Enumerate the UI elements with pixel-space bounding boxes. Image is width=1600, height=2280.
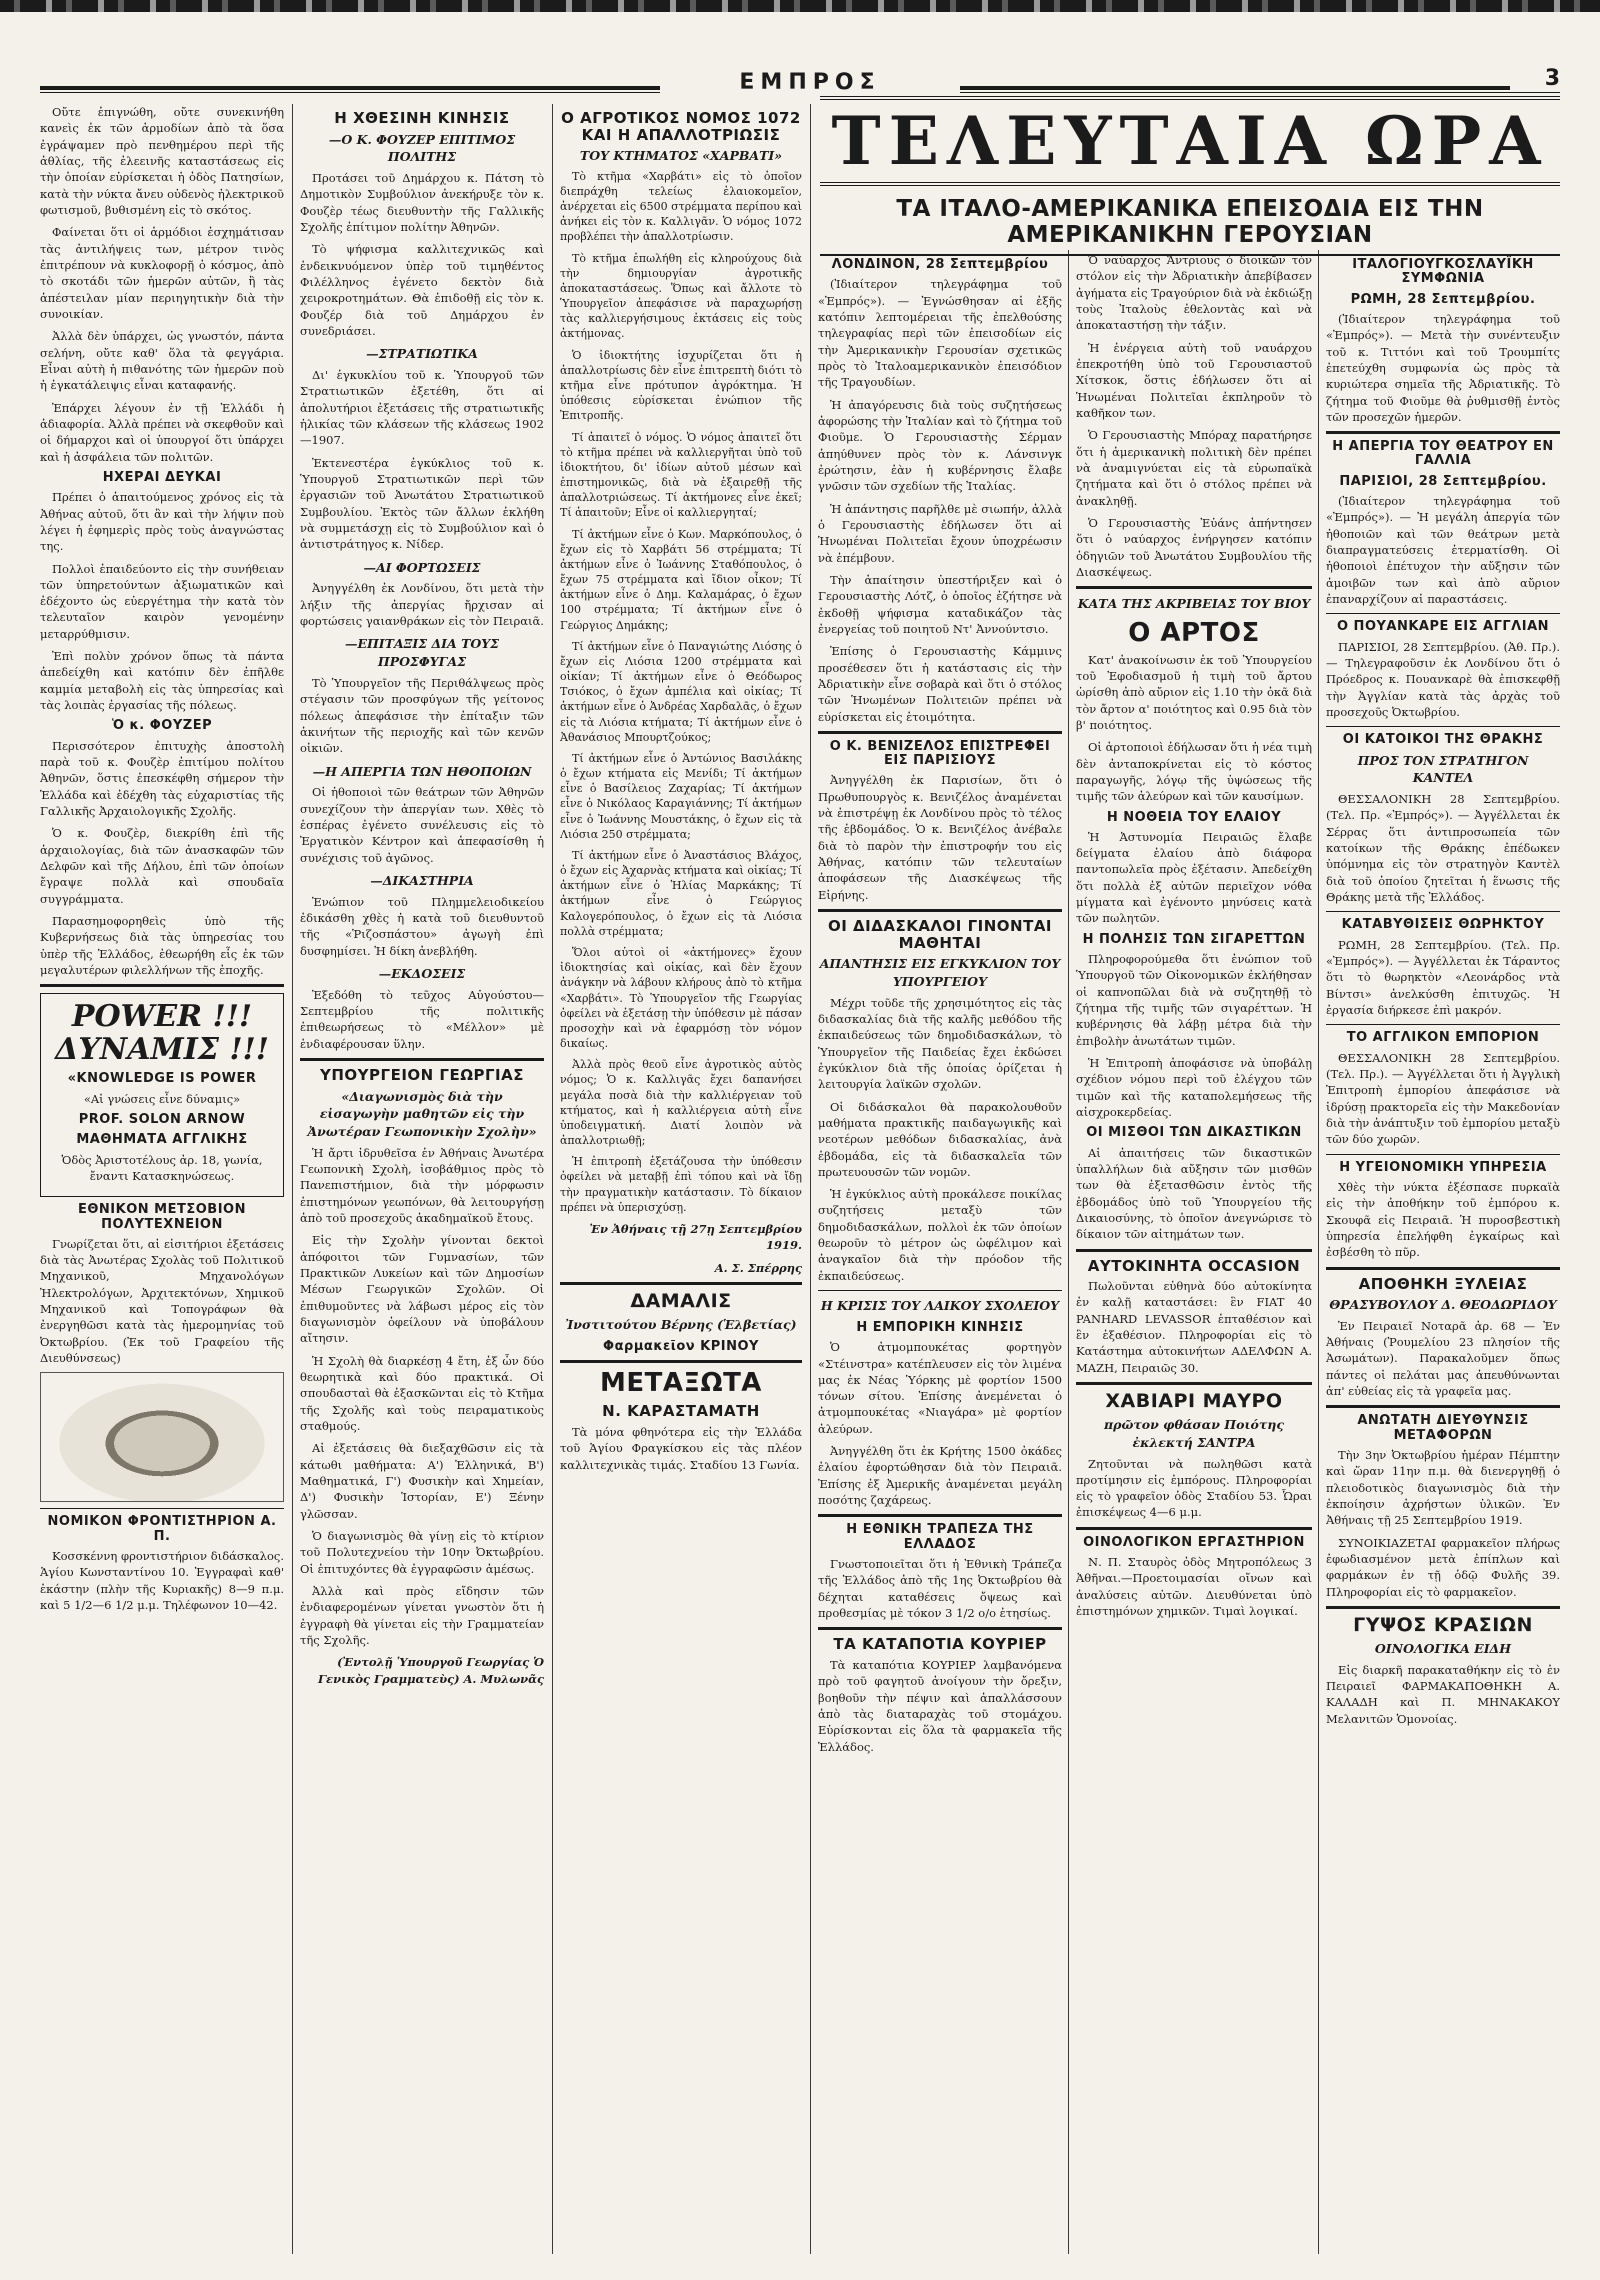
article-paragraph: Ἡ ἐνέργεια αὐτὴ τοῦ ναυάρχου ἐπεκροτήθη ὑπὸ τοῦ Γερουσιαστοῦ Χίτσκοκ, ὅστις ἐδήλωσεν ὅτι αἱ Ἡνωμέναι Πολιτεῖαι ἐκπληροῦν τὸ καθῆκον των.	[1076, 340, 1312, 420]
sub-heading: —ΑΙ ΦΟΡΤΩΣΕΙΣ	[363, 559, 481, 575]
sub-heading: —Η ΑΠΕΡΓΙΑ ΤΩΝ ΗΘΟΠΟΙΩΝ	[312, 763, 532, 779]
section-heading: ΟΙ ΜΙΣΘΟΙ ΤΩΝ ΔΙΚΑΣΤΙΚΩΝ	[1086, 1125, 1302, 1141]
article-paragraph: Ἀνηγγέλθη ὅτι ἐκ Κρήτης 1500 ὀκάδες ἐλαίου ἐφορτώθησαν διὰ τὸν Πειραιᾶ. Ἐπίσης ἐξ Ἀμερικῆς ἀναμένεται μεγάλη ποσότης ζαχάρεως.	[818, 1444, 1062, 1508]
column-divider	[292, 104, 293, 2254]
article-paragraph: Ἡ ἐγκύκλιος αὐτὴ προκάλεσε ποικίλας συζητήσεις μεταξὺ τῶν δημοδιδασκάλων, πολλοὶ ἐκ τῶν ὁποίων θεωροῦν τὸ μέτρον ὡς ὠφέλιμον καὶ ἀναγκαῖον διὰ τὴν πρόοδον τῆς ἐκπαιδεύσεως.	[818, 1187, 1062, 1283]
article-paragraph: Ἐνώπιον τοῦ Πλημμελειοδικείου ἐδικάσθη χθὲς ἡ κατὰ τοῦ διευθυντοῦ τῆς «Ῥιζοσπάστου» ἀγωγὴ ἐπὶ δυσφημίσει. Ἡ δίκη ἀνεβλήθη.	[300, 894, 544, 958]
ad-text: Τὴν 3ην Ὀκτωβρίου ἡμέραν Πέμπτην καὶ ὥραν 11ην π.μ. θὰ διενεργηθῇ ὁ πλειοδοτικὸς διαγωνισμὸς διὰ τὴν ἐκποίησιν ἀχρήστων ὑλικῶν. Ἐν Ἀθήναις τῇ 25 Σεπτεμβρίου 1919.	[1326, 1448, 1560, 1528]
divider	[1326, 613, 1560, 614]
ad-headline: ΑΠΟΘΗΚΗ ΞΥΛΕΙΑΣ	[1358, 1274, 1528, 1293]
article-paragraph: Οἱ διδάσκαλοι θὰ παρακολουθοῦν μαθήματα πρακτικῆς παιδαγωγικῆς καὶ νεοτέρων μεθόδων διδασκαλίας, ἀνὰ ἑβδομάδα, εἰς τὰ διδασκαλεῖα τῶν πρωτευουσῶν τῶν νομῶν.	[818, 1099, 1062, 1179]
ad-headline: ΑΥΤΟΚΙΝΗΤΑ OCCASION	[1087, 1256, 1301, 1275]
article-paragraph: Οἱ ἀρτοποιοὶ ἐδήλωσαν ὅτι ἡ νέα τιμὴ δὲν ἀνταποκρίνεται εἰς τὸ κόστος παραγωγῆς, λόγῳ τῆς ὑψώσεως τῆς τιμῆς τῶν ἀλεύρων καὶ τῶν καυσίμων.	[1076, 740, 1312, 804]
article-paragraph: ΘΕΣΣΑΛΟΝΙΚΗ 28 Σεπτεμβρίου. (Τελ. Πρ. «Ἐμπρός»). — Ἀγγέλλεται ἐκ Σέρρας ὅτι ἀντιπροσωπεία τῶν κατοίκων τῆς Θράκης ἐπέδωκεν ὑπόμνημα εἰς τὸν στρατηγὸν Καντὲλ διὰ τοῦ ὁποίου ζητεῖται ἡ ἕνωσις τῆς Θράκης μετὰ τῆς Ἑλλάδος.	[1326, 792, 1560, 905]
divider	[1076, 1527, 1312, 1530]
article-paragraph: Χθὲς τὴν νύκτα ἐξέσπασε πυρκαϊὰ εἰς τὴν ἀποθήκην τοῦ ἐμπόρου κ. Σκουφᾶ εἰς Πειραιᾶ. Ἡ πυροσβεστικὴ ὑπηρεσία ἐπελήφθη ἐγκαίρως καὶ ἐσβέσθη τὸ πῦρ.	[1326, 1179, 1560, 1260]
article-signature: Α. Σ. Σπέρρης	[714, 1260, 802, 1275]
ad-headline: ΟΙΝΟΛΟΓΙΚΟΝ ΕΡΓΑΣΤΗΡΙΟΝ	[1083, 1534, 1305, 1550]
section-heading: ΚΑΤΑΒΥΘΙΣΕΙΣ ΘΩΡΗΚΤΟΥ	[1341, 917, 1545, 933]
article-paragraph: Ἡ ἐπιτροπὴ ἐξετάζουσα τὴν ὑπόθεσιν ὀφείλει νὰ μεταβῇ ἐπὶ τόπου καὶ νὰ ἴδῃ τὴν πραγματικὴν κατάστασιν. Τὸ δίκαιον πρέπει νὰ ὑπερισχύσῃ.	[560, 1155, 802, 1214]
section-heading: ΗΧΕΡΑΙ ΔΕΥΚΑΙ	[102, 469, 222, 485]
divider	[40, 984, 284, 987]
sub-heading: —ΕΠΙΤΑΞΙΣ ΔΙΑ ΤΟΥΣ ΠΡΟΣΦΥΓΑΣ	[344, 636, 500, 670]
article-paragraph: Δι' ἐγκυκλίου τοῦ κ. Ὑπουργοῦ τῶν Στρατιωτικῶν ἐξετέθη, ὅτι αἱ ἀπολυτήριοι ἐξετάσεις τῆς στρατιωτικῆς ἡλικίας τῶν κλάσεων τῆς κλάσεως 1902—1907.	[300, 368, 544, 448]
article-paragraph: Ἀλλὰ δὲν ὑπάρχει, ὡς γνωστόν, πάντα σελήνη, οὔτε καθ' ὅλα τὰ φεγγάρια. Εἶναι αὐτὴ ἡ πιθανότης τῶν ἡμερῶν ποὺ ἡ ἐγκατάλειψις εἶναι καταφανής.	[40, 329, 284, 393]
article-paragraph: ΠΑΡΙΣΙΟΙ, 28 Σεπτεμβρίου. (Ἀθ. Πρ.). — Τηλεγραφοῦσιν ἐκ Λονδίνου ὅτι ὁ Πρόεδρος κ. Πουανκαρὲ θὰ ἐπισκεφθῇ τὴν Ἀγγλίαν κατὰ τὰς ἀρχὰς τοῦ προσεχοῦς Ὀκτωβρίου.	[1326, 639, 1560, 719]
article-paragraph: Ἡ ἄρτι ἱδρυθεῖσα ἐν Ἀθήναις Ἀνωτέρα Γεωπονικὴ Σχολὴ, ἱσοβάθμιος πρὸς τὸ Πανεπιστήμιον, διὰ τὴν μόρφωσιν ἐπιστημόνων γεωπόνων, θὰ λειτουργήσῃ ἀπὸ τοῦ προσεχοῦς ἀκαδημαϊκοῦ ἔτους.	[300, 1145, 544, 1226]
divider	[1326, 431, 1560, 434]
article-paragraph: Προτάσει τοῦ Δημάρχου κ. Πάτση τὸ Δημοτικὸν Συμβούλιον ἀνεκήρυξε τὸν κ. Φουζὲρ τέως διευθυντὴν τῆς Γαλλικῆς Σχολῆς ἐπίτιμον πολίτην Ἀθηνῶν.	[300, 171, 544, 234]
divider	[1076, 586, 1312, 589]
article-paragraph: Κοσσκέννη φροντιστήριον διδάσκαλος. Ἁγίου Κωνσταντίνου 10. Ἐγγραφαὶ καθ' ἑκάστην (πλὴν τῆς Κυριακῆς) 8—9 π.μ. καὶ 5 1/2—6 1/2 μ.μ. Τηλέφωνον 10—42.	[40, 1549, 284, 1613]
section-heading: Η ΕΜΠΟΡΙΚΗ ΚΙΝΗΣΙΣ	[856, 1319, 1024, 1335]
article-paragraph: Ἡ Σχολὴ θὰ διαρκέσῃ 4 ἔτη, ἐξ ὧν δύο θεωρητικὰ καὶ δύο πρακτικά. Οἱ σπουδασταὶ θὰ ἐξασκῶνται εἰς τὸ Κτῆμα τῆς Σχολῆς καὶ τοὺς πειραματικοὺς σταθμούς.	[300, 1353, 544, 1434]
section-heading: ΙΤΑΛΟΓΙΟΥΓΚΟΣΛΑΥΪΚΗ ΣΥΜΦΩΝΙΑ	[1352, 257, 1534, 287]
article-paragraph: Τί ἀκτήμων εἶνε ὁ Ἀντώνιος Βασιλάκης ὁ ἔχων κτήματα εἰς Μενίδι; Τί ἀκτήμων εἶνε ὁ Βασίλειος Ζαχαρίας; Τί ἀκτήμων εἶνε ὁ Νικόλαος Καραγιάννης; Τί ἀκτήμων εἶνε ὁ Ἰωάννης Μουστάκης, ὁ ἔχων εἰς τὰ Λιόσια 250 στρέμματα;	[560, 751, 802, 841]
ad-name: PROF. SOLON ARNOW	[78, 1111, 246, 1127]
article-paragraph: Ὁ Γερουσιαστὴς Ἐὐάνς ἀπήντησεν ὅτι ὁ ναύαρχος ἐνήργησεν κατόπιν ὁδηγιῶν τοῦ Ἀνωτάτου Συμβουλίου τῆς Διασκέψεως.	[1076, 515, 1312, 579]
ad-headline: ΤΑ ΚΑΤΑΠΟΤΙΑ ΚΟΥΡΙΕΡ	[833, 1635, 1047, 1654]
article-paragraph: Τί ἀκτήμων εἶνε ὁ Παναγιώτης Λιόσης ὁ ἔχων εἰς Λιόσια 1200 στρέμματα καὶ οἰκίαν; Τί ἀκτήμων εἶνε ὁ Θεόδωρος Τσιόκος, ὁ ἔχων ἀμπέλια καὶ οἰκίας; Τί ἀκτήμων εἶνε ὁ Ἀνδρέας Χαρδαλᾶς, ὁ ἔχων εἰς τὰ Λιόσια κτήματα; Τί ἀκτήμων εἶνε ὁ Ἀθανάσιος Μπουρτζούκος;	[560, 639, 802, 744]
article-paragraph: Αἱ ἐξετάσεις θὰ διεξαχθῶσιν εἰς τὰ κάτωθι μαθήματα: Α') Ἑλληνικά, Β') Μαθηματικά, Γ') Φυσικὴν καὶ Χημείαν, Δ') Φυσικὴν Ἱστορίαν, Ε') Ξένην γλῶσσαν.	[300, 1441, 544, 1521]
section-heading: Η ΑΠΕΡΓΙΑ ΤΟΥ ΘΕΑΤΡΟΥ ΕΝ ΓΑΛΛΙΑ	[1332, 439, 1554, 469]
dateline: ΡΩΜΗ, 28 Σεπτεμβρίου.	[1350, 291, 1536, 307]
article-paragraph: ΘΕΣΣΑΛΟΝΙΚΗ 28 Σεπτεμβρίου. (Τελ. Πρ.). — Ἀγγέλλεται ὅτι ἡ Ἀγγλικὴ Ἐπιτροπὴ ἐμπορίου ἀπεφάσισε νὰ ἱδρύσῃ πρακτορεῖα εἰς τὴν Μακεδονίαν διὰ τὴν ἀνάπτυξιν τοῦ ἐμπορίου μεταξὺ τῶν δύο χωρῶν.	[1326, 1050, 1560, 1147]
ad-headline: ΑΝΩΤΑΤΗ ΔΙΕΥΘΥΝΣΙΣ ΜΕΤΑΦΟΡΩΝ	[1357, 1413, 1529, 1443]
article-paragraph: Ἀνηγγέλθη ἐκ Λονδίνου, ὅτι μετὰ τὴν λήξιν τῆς ἀπεργίας ἤρχισαν αἱ φορτώσεις γαιανθράκων εἰς τὸν Πειραιᾶ.	[300, 581, 544, 629]
ad-headline: ΧΑΒΙΑΡΙ ΜΑΥΡΟ	[1105, 1390, 1283, 1413]
column-divider	[552, 104, 553, 2254]
article-paragraph: Ὁ κ. Φουζὲρ, διεκρίθη ἐπὶ τῆς ἀρχαιολογίας, διὰ τῶν ἀνασκαφῶν τῶν Δελφῶν καὶ τῆς Δήλου, ἐπὶ τῶν ὁποίων ἔγραψε πολλὰ καὶ σπουδαῖα συγγράμματα.	[40, 826, 284, 906]
divider	[560, 1282, 802, 1285]
ad-subline: πρῶτον φθάσαν Ποιότης ἐκλεκτή ΣΑΝΤΡΑ	[1104, 1417, 1284, 1450]
article-paragraph: Ἀλλὰ καὶ πρὸς εἴδησιν τῶν ἐνδιαφερομένων γίνεται γνωστὸν ὅτι ἡ ἐγγραφὴ θὰ γίνεται εἰς τὴν Γραμματείαν τῆς Σχολῆς.	[300, 1583, 544, 1647]
article-paragraph: (Ἰδιαίτερον τηλεγράφημα τοῦ «Ἐμπρός»). — Ἐγνώσθησαν αἱ ἐξῆς κατόπιν λεπτομέρειαι τῆς ἐπελθούσης τηλεγραφίας περὶ τῶν ἐπεισοδίων εἰς τὴν Ἀμερικανικὴν Γερουσίαν σχετικῶς πρὸς τὸ Ἰταλοαμερικανικὸν ἐπεισόδιον τῆς Τραγουδίων.	[818, 277, 1062, 390]
article-paragraph: (Ἰδιαίτερον τηλεγράφημα τοῦ «Ἐμπρός»). — Μετὰ τὴν συνέντευξιν τοῦ κ. Τιττόνι καὶ τοῦ Τρουμπίτς ἐπετεύχθη συμφωνία ὡς πρὸς τὰ κυριώτερα σημεῖα τῆς Ἀδριατικῆς. Τὸ ζήτημα τοῦ Φιοῦμε θὰ ῥυθμισθῇ ἐντὸς τῶν προσεχῶν ἡμερῶν.	[1326, 311, 1560, 424]
masthead-title: ΕΜΠΡΟΣ	[660, 70, 960, 95]
article-paragraph: Τὸ κτῆμα «Χαρβάτι» εἰς τὸ ὁποῖον διεπράχθη τελείως ἐλαιοκομεῖον, ἀνέρχεται εἰς 6500 στρέμματα περίπου καὶ ἀνήκει εἰς τὸν κ. Καλλιγᾶν. Ὁ νόμος 1072 προβλέπει τὴν ἀπαλλοτρίωσιν.	[560, 169, 802, 244]
sub-heading: Η ΚΡΙΣΙΣ ΤΟΥ ΛΑΙΚΟΥ ΣΧΟΛΕΙΟΥ	[820, 1298, 1060, 1314]
ad-text: Ἐν Πειραιεῖ Νοταρᾶ ἀρ. 68 — Ἐν Ἀθήναις (Ῥουμελίου 23 πλησίον τῆς Ἀσωμάτων). Παρακαλοῦμεν ὅπως πάντες οἱ πελάται μας ἀπευθύνωνται ἀπ' εὐθείας εἰς τὰ γραφεῖα μας.	[1326, 1318, 1560, 1399]
sub-heading: —ΕΚΔΟΣΕΙΣ	[378, 965, 466, 981]
article-paragraph: Ἐπάρχει λέγουν ἐν τῇ Ἑλλάδι ἡ ἀδιαφορία. Ἀλλὰ πρέπει νὰ σκεφθοῦν καὶ οἱ δήμαρχοι καὶ οἱ ὑπουργοί ὅτι ὑπάρχει καὶ ἡ ἀσφάλεια τῶν πολιτῶν.	[40, 400, 284, 464]
ad-address: Ὁδὸς Ἀριστοτέλους ἀρ. 18, γωνία, ἔναντι Κατασκηνώσεως.	[61, 1152, 263, 1183]
divider	[818, 731, 1062, 734]
sub-heading: —Ο Κ. ΦΟΥΖΕΡ ΕΠΙΤΙΜΟΣ ΠΟΛΙΤΗΣ	[328, 131, 516, 165]
section-heading: Η ΧΘΕΣΙΝΗ ΚΙΝΗΣΙΣ	[334, 109, 510, 127]
article-paragraph: Γνωστοποιεῖται ὅτι ἡ Ἐθνικὴ Τράπεζα τῆς Ἑλλάδος ἀπὸ τῆς 1ης Ὀκτωβρίου θὰ δέχηται καταθέσεις ὄψεως καὶ προθεσμίας μὲ τόκον 3 1/2 ο/ο ἐτησίως.	[818, 1557, 1062, 1621]
article-paragraph: Ἐκτενεστέρα ἐγκύκλιος τοῦ κ. Ὑπουργοῦ Στρατιωτικῶν περὶ τῶν ἐργασιῶν τοῦ Ἀνωτάτου Στρατιωτικοῦ Συμβουλίου. Ἐκτὸς τῶν ἄλλων ἐκλήθη νὰ συμμετάσχῃ εἰς τὸ Συμβούλιον καὶ ὁ ἀντιστράτηγος κ. Νίδερ.	[300, 455, 544, 552]
section-heading: ΥΠΟΥΡΓΕΙΟΝ ΓΕΩΡΓΙΑΣ	[320, 1066, 524, 1085]
article-paragraph: Ἡ Ἀστυνομία Πειραιῶς ἔλαβε δείγματα ἐλαίου ἀπὸ διάφορα παντοπωλεῖα πρὸς ἐξέτασιν. Ἀπεδείχθη ὅτι πολλὰ ἐξ αὐτῶν περιεῖχον νόθα μίγματα καὶ ἐγένοντο μηνύσεις κατὰ τῶν πωλητῶν.	[1076, 829, 1312, 926]
column-1	[40, 104, 284, 2264]
section-heading: ΟΙ ΚΑΤΟΙΚΟΙ ΤΗΣ ΘΡΑΚΗΣ	[1342, 732, 1544, 748]
divider	[1326, 1024, 1560, 1025]
section-heading: Η ΥΓΕΙΟΝΟΜΙΚΗ ΥΠΗΡΕΣΙΑ	[1339, 1159, 1547, 1175]
page-number: 3	[1510, 66, 1560, 91]
article-paragraph: Ἡ ἀπαγόρευσις διὰ τοὺς συζητήσεως ἀφορώσης τὴν Ἰταλίαν καὶ τὸ ζήτημα τοῦ Φιοῦμε. Ὁ Γερουσιαστὴς Σέρμαν ἀπηύθυνεν πρὸς τὸν κ. Λάνσινγκ ἐρώτησιν, ἐὰν ἡ κυβέρνησις ἔλαβε γνῶσιν τῶν σχεδίων τῆς Ἰταλίας.	[818, 397, 1062, 494]
article-paragraph: Φαίνεται ὅτι οἱ ἁρμόδιοι ἐσχημάτισαν τὰς ἀντιλήψεις των, μέτρον τινὸς ἐπιτρέπουν νὰ κυκλοφορῇ ὁ κόσμος, ἀπὸ τὸ σκοτάδι τῶν ἡμερῶν αὐτῶν, ἢ τὰς ἀπέστειλαν μίαν περιηγητικὴν διὰ τὴν συνοικίαν.	[40, 225, 284, 321]
column-divider	[810, 104, 811, 2254]
article-paragraph: Μέχρι τοῦδε τῆς χρησιμότητος εἰς τὰς διδασκαλίας διὰ τῆς καλῆς μεθόδου τῆς ἐκπαιδεύσεως τῶν δημοδιδασκάλων, τὸ Ὑπουργεῖον τῆς Παιδείας ἔχει ἐκδώσει ἐγκύκλιον διὰ τῆς ὁποίας ὁρίζεται ἡ λειτουργία λαϊκῶν σχολῶν.	[818, 995, 1062, 1092]
article-paragraph: Κατ' ἀνακοίνωσιν ἐκ τοῦ Ὑπουργείου τοῦ Ἐφοδιασμοῦ ἡ τιμὴ τοῦ ἄρτου ὡρίσθη ἀπὸ αὔριον εἰς 1.10 τὴν ὀκᾶ διὰ τὸν ἄρτον α' ποιότητος καὶ 0.95 διὰ τὸν β' ποιότητος.	[1076, 652, 1312, 732]
article-paragraph: Τί ἀκτήμων εἶνε ὁ Κων. Μαρκόπουλος, ὁ ἔχων εἰς τὸ Χαρβάτι 56 στρέμματα; Τί ἀκτήμων εἶνε ὁ Ἰωάννης Σταθόπουλος, ὁ ἔχων 75 στρέμματα καὶ ἴδιον οἶκον; Τί ἀκτήμων εἶνε ὁ Δημ. Καλαμάρας, ὁ ἔχων 100 στρέμματα; Τί ἀκτήμων εἶνε ὁ Γεώργιος Δημάκης;	[560, 527, 802, 632]
sub-heading: ΤΟΥ ΚΤΗΜΑΤΟΣ «ΧΑΡΒΑΤΙ»	[579, 148, 783, 163]
article-paragraph: Παρασημοφορηθεὶς ὑπὸ τῆς Κυβερνήσεως διὰ τὰς ὑπηρεσίας του ὑπὲρ τῆς Ἑλλάδος, ἐθεωρήθη εἷς ἐκ τῶν μεγαλυτέρων φιλελλήνων τῆς ἐποχῆς.	[40, 914, 284, 978]
article-paragraph: Ἐπὶ πολὺν χρόνον ὅπως τὰ πάντα ἀπεδείχθη καὶ κατόπιν δὲν ἐπῆλθε καμμία μεταβολὴ εἰς τὰς ὑπηρεσίας καὶ τὰς λοιπὰς ἐργασίας τῆς πόλεως.	[40, 649, 284, 713]
ad-text: Τὰ καταπότια ΚΟΥΡΙΕΡ λαμβανόμενα πρὸ τοῦ φαγητοῦ ἀνοίγουν τὴν ὄρεξιν, βοηθοῦν τὴν πέψιν καὶ ἀπαλλάσσουν ἀπὸ τὰς διαταραχὰς τοῦ στομάχου. Εὑρίσκονται εἰς ὅλα τὰ φαρμακεῖα τῆς Ἑλλάδος.	[818, 1657, 1062, 1754]
section-heading: Ο Κ. ΒΕΝΙΖΕΛΟΣ ΕΠΙΣΤΡΕΦΕΙ ΕΙΣ ΠΑΡΙΣΙΟΥΣ	[829, 738, 1051, 769]
section-heading: ΕΘΝΙΚΟΝ ΜΕΤΣΟΒΙΟΝ ΠΟΛΥΤΕΧΝΕΙΟΝ	[78, 1202, 246, 1232]
column-6	[1326, 252, 1560, 2252]
column-3	[560, 104, 802, 2264]
divider	[818, 1514, 1062, 1517]
divider	[300, 1058, 544, 1061]
article-paragraph: Τί ἀκτήμων εἶνε ὁ Ἀναστάσιος Βλάχος, ὁ ἔχων εἰς Ἀχαρνὰς κτήματα καὶ οἰκίας; Τί ἀκτήμων εἶνε ὁ Ἡλίας Μαρκάκης; Τί ἀκτήμων εἶνε ὁ Γεώργιος Καλογερόπουλος, ὁ ἔχων εἰς τὰ Λιόσια πολλὰ στρέμματα;	[560, 848, 802, 938]
section-heading: ΟΙ ΔΙΔΑΣΚΑΛΟΙ ΓΙΝΟΝΤΑΙ ΜΑΘΗΤΑΙ	[827, 917, 1053, 952]
ad-headline: ΓΥΨΟΣ ΚΡΑΣΙΩΝ	[1353, 1613, 1533, 1636]
section-heading: ΝΟΜΙΚΟΝ ΦΡΟΝΤΙΣΤΗΡΙΟΝ Α. Π.	[47, 1514, 277, 1544]
sub-heading: «Διαγωνισμὸς διὰ τὴν εἰσαγωγὴν μαθητῶν εἰς τὴν Ἀνωτέραν Γεωπονικὴν Σχολὴν»	[307, 1088, 537, 1140]
ad-text: Ζητοῦνται νὰ πωληθῶσι κατὰ προτίμησιν εἰς ἐμπόρους. Πληροφορίαι εἰς τὸ γραφεῖον ὁδὸς Σταδίου 53. Ὧραι ἐπισκέψεως 4—6 μ.μ.	[1076, 1456, 1312, 1520]
section-heading: Η ΝΟΘΕΙΑ ΤΟΥ ΕΛΑΙΟΥ	[1106, 809, 1282, 825]
divider	[818, 909, 1062, 912]
ad-headline: POWER !!!	[71, 999, 253, 1035]
column-divider	[1068, 250, 1069, 2254]
sub-heading: ΚΑΤΑ ΤΗΣ ΑΚΡΙΒΕΙΑΣ ΤΟΥ ΒΙΟΥ	[1077, 596, 1311, 612]
divider	[818, 1627, 1062, 1630]
article-paragraph: Αἱ ἀπαιτήσεις τῶν δικαστικῶν ὑπαλλήλων διὰ αὔξησιν τῶν μισθῶν των θὰ ἐξετασθῶσιν ἐντὸς τῆς ἑβδομάδος ὑπὸ τοῦ Ὑπουργείου τῆς Δικαιοσύνης, τὸ ὁποῖον ἀνεγνώρισε τὸ δίκαιον τῶν αἰτημάτων των.	[1076, 1145, 1312, 1242]
ad-subline: Φαρμακεῖον ΚΡΙΝΟΥ	[603, 1338, 759, 1354]
column-2	[300, 104, 544, 2264]
article-paragraph: Ὁ διαγωνισμὸς θὰ γίνῃ εἰς τὸ κτίριον τοῦ Πολυτεχνείου τὴν 10ην Ὀκτωβρίου. Οἱ ἐπιτυχόντες θὰ ἐγγραφῶσιν ἀμέσως.	[300, 1529, 544, 1576]
article-paragraph: Οἱ ἠθοποιοὶ τῶν θεάτρων τῶν Ἀθηνῶν συνεχίζουν τὴν ἀπεργίαν των. Χθὲς τὸ ἑσπέρας ἐγένετο συνέλευσις εἰς τὸ Ἐργατικὸν Κέντρον καὶ ἀπεφασίσθη ἡ συνέχισις τοῦ ἀγῶνος.	[300, 785, 544, 865]
sub-heading: —ΣΤΡΑΤΙΩΤΙΚΑ	[366, 346, 478, 362]
dateline: ΛΟΝΔΙΝΟΝ, 28 Σεπτεμβρίου	[831, 257, 1049, 272]
section-heading: Ο ΑΡΤΟΣ	[1128, 617, 1260, 648]
article-date: Ἐν Ἀθήναις τῇ 27ῃ Σεπτεμβρίου 1919.	[589, 1221, 802, 1253]
article-paragraph: Ἡ ἀπάντησις παρῆλθε μὲ σιωπήν, ἀλλὰ ὁ Γερουσιαστὴς ἐδήλωσεν ὅτι αἱ Ἡνωμέναι Πολιτεῖαι ἔχουν ὑποχρέωσιν νὰ ἐπέμβουν.	[818, 501, 1062, 565]
divider	[560, 1360, 802, 1363]
ad-slogan-greek: «Αἱ γνώσεις εἶνε δύναμις»	[83, 1091, 241, 1106]
article-paragraph: Πληροφορούμεθα ὅτι ἐνώπιον τοῦ Ὑπουργοῦ τῶν Οἰκονομικῶν ἐκλήθησαν οἱ καπνοπῶλαι διὰ νὰ συζητηθῇ τὸ ζήτημα τῆς τιμῆς τῶν σιγαρέττων. Ἡ κυβέρνησις θὰ λάβῃ μέτρα διὰ τὴν ἐπιβολὴν ἀνωτάτων τιμῶν.	[1076, 952, 1312, 1048]
article-paragraph: Οὔτε ἐπιγνώθη, οὔτε συνεκινήθη κανεὶς ἐκ τῶν ἁρμοδίων ἀπὸ τὰ ὅσα ἐγράψαμεν πρὸ πενθημέρου περὶ τῆς ἀθλίας, τῆς ἐλεεινῆς καταστάσεως εἰς τὴν ὁποίαν εὑρίσκεται ἡ ὁδὸς Πατησίων, κατὰ τὴν νύκτα ἄνευ οὐδενὸς ἠλεκτρικοῦ φωτισμοῦ, βυθισμένη εἰς τὸ σκότος.	[40, 105, 284, 217]
divider	[1076, 1382, 1312, 1385]
section-heading: Η ΠΟΛΗΣΙΣ ΤΩΝ ΣΙΓΑΡΕΤΤΩΝ	[1082, 931, 1306, 947]
article-paragraph: Τὸ κτῆμα ἐπωλήθη εἰς κληρούχους διὰ τὴν δημιουργίαν ἀγροτικῆς ἀποκαταστάσεως. Ὅπως καὶ ἄλλοτε τὸ Ὑπουργεῖον ἀπεφάσισε νὰ παραχωρήσῃ τὰς καλλιεργήσιμους ἐκτάσεις εἰς τοὺς ἀκτήμονας.	[560, 251, 802, 341]
article-paragraph: Περισσότερον ἐπιτυχὴς ἀποστολὴ παρὰ τοῦ κ. Φουζὲρ ἐπιτίμου πολίτου Ἀθηνῶν, ὅστις ἐπεσκέφθη σήμερον τὴν Ἑλλάδα καὶ ἐδέχθη τὰς εὐχαριστίας τῆς Γαλλικῆς Ἀρχαιολογικῆς Σχολῆς.	[40, 738, 284, 819]
divider	[1326, 1267, 1560, 1270]
ad-subline: Ἰνστιτούτου Βέρνης (Ἑλβετίας)	[565, 1316, 797, 1332]
column-4	[818, 252, 1062, 2252]
section-heading: Ο ΑΓΡΟΤΙΚΟΣ ΝΟΜΟΣ 1072 ΚΑΙ Η ΑΠΑΛΛΟΤΡΙΩΣΙΣ	[561, 109, 801, 144]
article-paragraph: Πολλοὶ ἐπαιδεύοντο εἰς τὴν συνήθειαν τῶν ὑπηρετούντων ἀξιωματικῶν καὶ ἐδέχοντο ὡς εὐεργέτημα τὴν κατὰ τὸν τελευταῖον καιρὸν γενομένην μεταρρύθμισιν.	[40, 561, 284, 641]
ad-headline: ΔΥΝΑΜΙΣ !!!	[55, 1032, 269, 1068]
section-heading: ΤΟ ΑΓΓΛΙΚΟΝ ΕΜΠΟΡΙΟΝ	[1346, 1030, 1540, 1046]
article-paragraph: Ἡ Ἐπιτροπὴ ἀποφάσισε νὰ ὑποβάλῃ σχέδιον νόμου περὶ τοῦ ἐλέγχου τῶν τιμῶν καὶ τῆς καταπολεμήσεως τῆς αἰσχροκερδείας.	[1076, 1056, 1312, 1120]
divider	[1076, 1249, 1312, 1252]
article-paragraph: Τὴν ἀπαίτησιν ὑπεστήριξεν καὶ ὁ Γερουσιαστὴς Λότζ, ὁ ὁποῖος ἐζήτησε νὰ ἐκδοθῇ ψήφισμα καταδικάζον τὰς ἐνεργείας τοῦ ποιητοῦ Ντ' Ἀννούντσιο.	[818, 572, 1062, 636]
article-paragraph: Ἀνηγγέλθη ἐκ Παρισίων, ὅτι ὁ Πρωθυπουργὸς κ. Βενιζέλος ἀναμένεται νὰ ἐπιστρέψῃ ἐκ Λονδίνου πρὸς τὸ τέλος τῆς ἑβδομάδος. Ὁ κ. Βενιζέλος ἀνέβαλε διὰ τὸ παρὸν τὴν ἐπιστροφήν του εἰς Ἀθήνας, κατόπιν τῶν τελευταίων ἀποφάσεων τῆς Διασκέψεως τῆς Εἰρήνης.	[818, 773, 1062, 902]
article-paragraph: Ἀλλὰ πρὸς θεοῦ εἶνε ἀγροτικὸς αὐτὸς νόμος; Ὁ κ. Καλλιγᾶς ἔχει δαπανήσει μεγάλα ποσὰ διὰ τὴν καλλιέργειαν τοῦ κτήματος, καὶ ἡ καλλιέργεια αὐτὴ εἶνε ὑποδειγματική. Διατί λοιπὸν νὰ ἀπαλλοτριωθῇ;	[560, 1058, 802, 1148]
article-paragraph: Πρέπει ὁ ἀπαιτούμενος χρόνος εἰς τὰ Ἀθήνας αὐτοῦ, ὅτι ἂν καὶ τὴν λήψιν ποὺ λέγει ἡ ἐφημερὶς πρὸς τοὺς ἀναγνώστας της.	[40, 490, 284, 554]
top-border	[0, 0, 1600, 12]
divider	[1326, 726, 1560, 727]
section-heading: Η ΕΘΝΙΚΗ ΤΡΑΠΕΖΑ ΤΗΣ ΕΛΛΑΔΟΣ	[846, 1522, 1034, 1552]
divider	[1326, 911, 1560, 912]
ad-name: Ν. ΚΑΡΑΣΤΑΜΑΤΗ	[602, 1402, 760, 1421]
sub-heading: ΑΠΑΝΤΗΣΙΣ ΕΙΣ ΕΓΚΥΚΛΙΟΝ ΤΟΥ ΥΠΟΥΡΓΕΙΟΥ	[819, 956, 1061, 989]
ad-text: ΣΥΝΟΙΚΙΑΖΕΤΑΙ φαρμακεῖον πλήρως ἐφωδιασμένον μετὰ ἐπίπλων καὶ φαρμάκων ἐν τῇ ὁδῷ Φυλῆς 39. Πληροφορίαι εἰς τὸ φαρμακεῖον.	[1326, 1535, 1560, 1599]
article-paragraph: ΡΩΜΗ, 28 Σεπτεμβρίου. (Τελ. Πρ. «Ἐμπρός»). — Ἀγγέλλεται ἐκ Τάραντος ὅτι τὸ θωρηκτὸν «Λεονάρδος ντὰ Βίντσι» ἀνελκύσθη ἐπιτυχῶς. Ἡ ἐργασία διήρκεσε ἐπὶ μακρόν.	[1326, 937, 1560, 1018]
divider	[1326, 1405, 1560, 1408]
section-heading: Ὁ κ. ΦΟΥΖΕΡ	[111, 718, 213, 734]
ad-slogan: «KNOWLEDGE IS POWER	[67, 1071, 257, 1087]
article-signature: (Ἐντολῇ Ὑπουργοῦ Γεωργίας Ὁ Γενικὸς Γραμματεὺς) Α. Μυλωνᾶς	[318, 1655, 544, 1686]
dateline: ΠΑΡΙΣΙΟΙ, 28 Σεπτεμβρίου.	[1339, 473, 1547, 489]
column-5	[1076, 252, 1312, 2252]
article-paragraph: Ἐπίσης ὁ Γερουσιαστὴς Κάμμινς προσέθεσεν ὅτι ἡ κατάστασις εἰς τὴν Ἀδριατικὴν εἶνε σοβαρὰ καὶ ὅτι ὁ στόλος τῶν Ἡνωμένων Πολιτειῶν πρέπει νὰ εὑρίσκεται εἰς ἑτοιμότητα.	[818, 644, 1062, 724]
ad-text: Ν. Π. Σταυρὸς ὁδὸς Μητροπόλεως 3 Ἀθῆναι.—Προετοιμασίαι οἴνων καὶ ἀναλύσεις αὐτῶν. Διευθύνεται ὑπὸ ἐπιστημόνων χημικῶν. Τιμαὶ λογικαί.	[1076, 1555, 1312, 1619]
ad-headline: ΜΕΤΑΞΩΤΑ	[600, 1367, 762, 1398]
divider	[1326, 1154, 1560, 1155]
ad-subline: ΟΙΝΟΛΟΓΙΚΑ ΕΙΔΗ	[1374, 1640, 1512, 1656]
article-paragraph: Γνωρίζεται ὅτι, αἱ εἰσιτήριοι ἐξετάσεις διὰ τὰς Ἀνωτέρας Σχολὰς τοῦ Πολιτικοῦ Μηχανικοῦ, Μηχανολόγων Ἠλεκτρολόγων, Ἀρχιτεκτόνων, Χημικοῦ Μηχανικοῦ καὶ Τοπογράφων θὰ ἐνεργηθῶσι κατὰ τὰς ἡμερομηνίας τοῦ Ὀκτωβρίου. (Ἐκ τοῦ Γραφείου τῆς Διευθύνσεως)	[40, 1236, 284, 1366]
article-paragraph: Τὸ ψήφισμα καλλιτεχνικῶς καὶ ἐνδεικνυόμενον ὑπὲρ τοῦ τιμηθέντος Φιλέλληνος ἐγένετο δεκτὸν διὰ χειροκροτημάτων. Θὰ ἐπιδοθῇ εἰς τὸν κ. Φουζέρ διὰ τοῦ Δημάρχου ἐν συνεδριάσει.	[300, 242, 544, 338]
article-paragraph: Ὅλοι αὐτοὶ οἱ «ἀκτήμονες» ἔχουν ἰδιοκτησίας καὶ οἰκίας, καὶ δὲν ἔχουν ἀνάγκην νὰ λάβουν κλήρους ἀπὸ τὸ κτῆμα «Χαρβάτι». Τὸ Ὑπουργεῖον τῆς Γεωργίας ὀφείλει νὰ ἐξετάσῃ τὴν ὑπόθεσιν μὲ πάσαν προσοχὴν καὶ νὰ ἐφαρμόσῃ τὸν νόμον δικαίως.	[560, 946, 802, 1051]
sub-heading: ΠΡΟΣ ΤΟΝ ΣΤΡΑΤΗΓΟΝ ΚΑΝΤΕΛ	[1357, 752, 1529, 786]
article-paragraph: Τὸ Ὑπουργεῖον τῆς Περιθάλψεως πρὸς στέγασιν τῶν προσφύγων τῆς γείτονος πόλεως ἀπεφάσισε τὴν ἐπίταξιν τῶν ἀκινήτων τῆς περιοχῆς καὶ τῶν κενῶν οἰκιῶν.	[300, 675, 544, 756]
banner-title: ΤΕΛΕΥΤΑΙΑ ΩΡΑ	[820, 96, 1560, 186]
divider	[818, 1290, 1062, 1291]
article-paragraph: Ὁ ναύαρχος Ἄντριους ὁ διοικῶν τὸν στόλον εἰς τὴν Ἀδριατικὴν ἀπεβίβασεν ἀγήματα εἰς Τραγούριον διὰ νὰ ἐκδιώξῃ τοὺς Ἰταλοὺς ἐθελοντὰς καὶ νὰ ἀποκαταστήσῃ τὴν τάξιν.	[1076, 253, 1312, 333]
sub-heading: —ΔΙΚΑΣΤΗΡΙΑ	[370, 872, 474, 888]
section-heading: Ο ΠΟΥΑΝΚΑΡΕ ΕΙΣ ΑΓΓΛΙΑΝ	[1336, 619, 1550, 635]
article-paragraph: (Ἰδιαίτερον τηλεγράφημα τοῦ «Ἐμπρός»). — Ἡ μεγάλη ἀπεργία τῶν ἠθοποιῶν καὶ τῶν θεάτρων μετὰ διαπραγματεύσεις ἐτερματίσθη. Οἱ ἠθοποιοὶ ἐπέτυχον τὴν αὔξησιν τῶν ἀμοιβῶν των καὶ ἀπὸ αὔριον ἐπαναρχίζουν αἱ παραστάσεις.	[1326, 494, 1560, 607]
banner-subtitle: ΤΑ ΙΤΑΛΟ-ΑΜΕΡΙΚΑΝΙΚΑ ΕΠΕΙΣΟΔΙΑ ΕΙΣ ΤΗΝ ΑΜΕΡΙΚΑΝΙΚΗΝ ΓΕΡΟΥΣΙΑΝ	[820, 196, 1560, 256]
ad-text: Πωλοῦνται εὐθηνὰ δύο αὐτοκίνητα ἐν καλῇ καταστάσει: ἓν FIAT 40 PANHARD LEVASSOR ἑπταθέσιον καὶ ἓν ἑξαθέσιον. Πληροφορίαι εἰς τὸ Κατάστημα αὐτοκινήτων ΑΔΕΛΦΩΝ Α. ΜΑΖΗ, Πειραιῶς 30.	[1076, 1279, 1312, 1375]
ad-subject: ΜΑΘΗΜΑΤΑ ΑΓΓΛΙΚΗΣ	[76, 1132, 248, 1148]
ad-text: Εἰς διαρκῆ παρακαταθήκην εἰς τὸ ἐν Πειραιεῖ ΦΑΡΜΑΚΑΠΟΘΗΚΗ Α. ΚΑΛΑΔΗ καὶ Π. ΜΗΝΑΚΑΚΟΥ Μελανιτῶν Ὁμονοίας.	[1326, 1662, 1560, 1726]
column-divider	[1318, 250, 1319, 2254]
article-paragraph: Ὁ ἰδιοκτήτης ἰσχυρίζεται ὅτι ἡ ἀπαλλοτρίωσις δὲν εἶνε ἐπιτρεπτὴ διότι τὸ κτῆμα εἶνε πρότυπον ἀγρόκτημα. Ἡ ὑπόθεσις εὑρίσκεται ἐνώπιον τῆς Ἐπιτροπῆς.	[560, 348, 802, 423]
article-paragraph: Ἐξεδόθη τὸ τεῦχος Αὐγούστου—Σεπτεμβρίου τῆς πολιτικῆς ἐπιθεωρήσεως τὸ «Μέλλον» μὲ ἐνδιαφέρουσαν ὕλην.	[300, 987, 544, 1051]
advertisement-power	[40, 993, 284, 1197]
article-paragraph: Εἰς τὴν Σχολὴν γίνονται δεκτοὶ ἀπόφοιτοι τῶν Γυμνασίων, τῶν Πρακτικῶν Λυκείων καὶ τῶν Δημοσίων Μέσων Γεωργικῶν Σχολῶν. Οἱ ἐπιθυμοῦντες νὰ λάβωσι μέρος εἰς τὸν διαγωνισμὸν ὀφείλουν νὰ ὑποβάλουν αἴτησιν.	[300, 1233, 544, 1346]
ad-subline: ΘΡΑΣΥΒΟΥΛΟΥ Δ. ΘΕΟΔΩΡΙΔΟΥ	[1329, 1297, 1557, 1313]
ad-headline: ΔΑΜΑΛΙΣ	[630, 1289, 732, 1312]
ad-text: Τὰ μόνα φθηνότερα εἰς τὴν Ἑλλάδα τοῦ Ἁγίου Φραγκίσκου εἰς τὰς πλέον καλλιτεχνικὰς τιμάς. Σταδίου 13 Γωνία.	[560, 1424, 802, 1472]
owl-illustration	[40, 1372, 284, 1502]
article-paragraph: Ὁ ἀτμομπουκέτας φορτηγὸν «Στέινστρα» κατέπλευσεν εἰς τὸν λιμένα μας ἐκ Νέας Ὑόρκης μὲ φορτίον 1500 τόνων σίτου. Ἐπίσης ἀνεμένεται ὁ ἀτμομπουκέτας «Νιαγάρα» μὲ φορτίον ἀλεύρων.	[818, 1340, 1062, 1436]
divider	[1326, 1606, 1560, 1609]
divider	[40, 1508, 284, 1509]
article-paragraph: Τί ἀπαιτεῖ ὁ νόμος. Ὁ νόμος ἀπαιτεῖ ὅτι τὸ κτῆμα πρέπει νὰ καλλιεργῆται ὑπὸ τοῦ ἰδιοκτήτου, δι' ἰδίων αὐτοῦ μέσων καὶ ἐπιστημονικῶς, διὰ νὰ ἐξαιρεθῇ τῆς ἀπαλλοτριώσεως. Τί ἀκτήμονες εἶνε ἐκεῖ; Τί ἀπαιτοῦν; Εἶνε οἱ καλλιεργηταί;	[560, 430, 802, 520]
article-paragraph: Ὁ Γερουσιαστὴς Μπόραχ παρατήρησε ὅτι ἡ ἀμερικανικὴ πολιτικὴ δὲν πρέπει νὰ ἀναμιγνύεται εἰς τὰ εὐρωπαϊκὰ ζητήματα καὶ ὅτι ὁ στόλος πρέπει νὰ ἀνακληθῇ.	[1076, 428, 1312, 508]
